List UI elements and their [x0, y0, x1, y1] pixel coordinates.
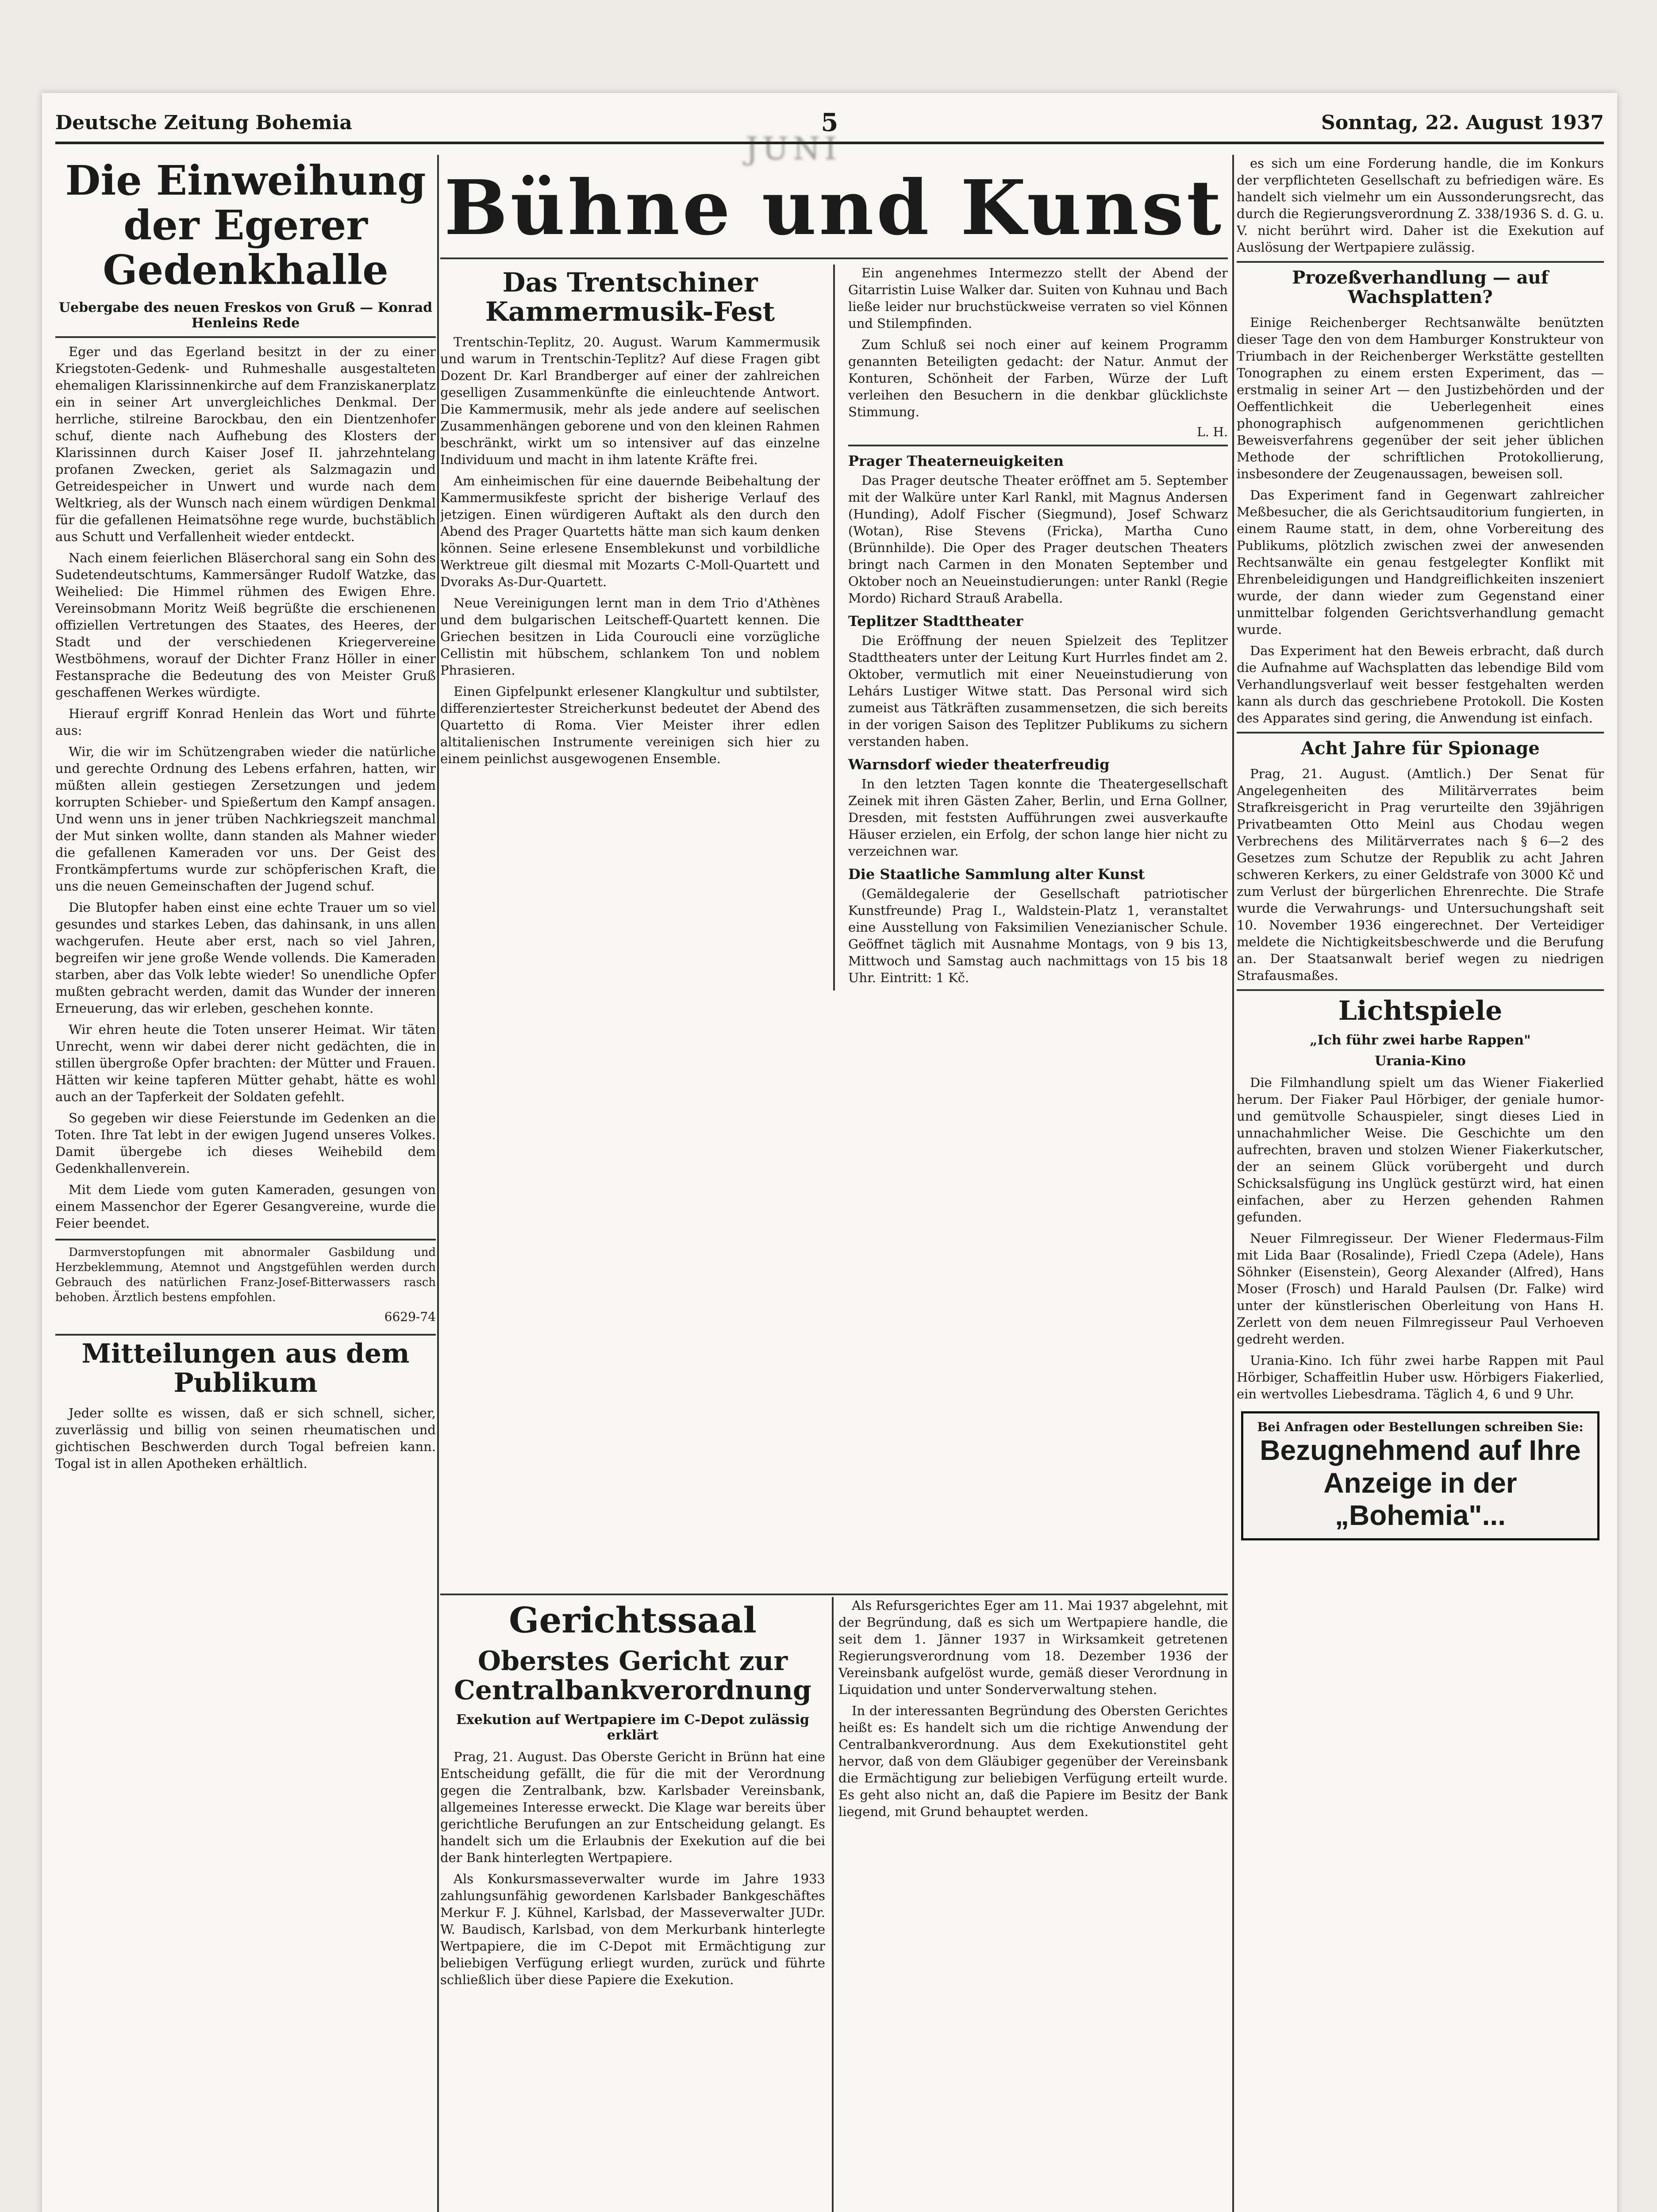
- column-right: [1237, 155, 1604, 2212]
- divider: [440, 1594, 1228, 1595]
- issue-date: Sonntag, 22. August 1937: [1321, 111, 1604, 134]
- section-heading: Prager Theaterneuigkeiten: [848, 453, 1064, 469]
- article-paragraph: Trentschin-Teplitz, 20. August. Warum Kammermusik und warum in Trentschin-Teplitz? Auf diese Fragen gibt Dozent Dr. Karl Brandberger auf einer der zahlreichen geselligen Zusammenkünfte die einleuchtende Antwort. Die Kammermusik, mehr als jede andere auf seelischen Zusammenhängen geborene und von den kleinen Rahmen beschränkt, wirkt um so intensiver auf das einzelne Individuum und macht in ihm latente Kräfte frei.: [440, 334, 820, 467]
- advertisement-notice: [55, 1239, 436, 1336]
- article-paragraph: Hierauf ergriff Konrad Henlein das Wort und führte aus:: [55, 706, 436, 738]
- section-banner: Gerichtssaal: [509, 1599, 757, 1641]
- article-paragraph: Eger und das Egerland besitzt in der zu einer Kriegstoten-Gedenk- und Ruhmeshalle ausgestalteten ehemaligen Klarissinnenkirche auf dem Franziskanerplatz ein in seiner Art unvergleichliches Denkmal. Der herrliche, stilreine Barockbau, den ein Dientzenhofer schuf, diente nach Aufhebung des Klosters der Klarissinnen durch Kaiser Josef II. jahrzehntelang profanen Zwecken, geriet als Salzmagazin und Getreidespeicher in Unwert und wurde nach dem Weltkrieg, als der Wunsch nach einem würdigen Denkmal für die gefallenen Heimatsöhne rege wurde, buchstäblich aus Schutt und Verfallenheit wieder entdeckt.: [55, 344, 436, 544]
- masthead: Deutsche Zeitung Bohemia: [55, 111, 352, 134]
- ad-slogan: Bezugnehmend auf Ihre Anzeige in der „Bohemia"...: [1260, 1434, 1581, 1532]
- article-paragraph: So gegeben wir diese Feierstunde im Gedenken an die Toten. Ihre Tat lebt in der ewigen Jugend unseres Volkes. Damit übergebe ich dieses Weihebild dem Gedenkhallenverein.: [55, 1110, 436, 1176]
- article-paragraph: Als Konkursmasseverwalter wurde im Jahre 1933 zahlungsunfähig gewordenen Karlsbader Bankgeschäftes Merkur F. J. Kühnel, Karlsbad, der Masseverwalter JUDr. W. Baudisch, Karlsbad, von dem Merkurbank hinterlegte Wertpapiere, die im C-Depot mit Ermächtigung zur beliebigen Verfügung erliegt wurden, zurück und führte schließlich über diese Papiere die Exekution.: [440, 1871, 825, 1987]
- notice-text: Darmverstopfungen mit abnormaler Gasbildung und Herzbeklemmung, Atemnot und Angstgefühlen werden durch Gebrauch des natürlichen Franz-Josef-Bitterwassers rasch behoben. Ärztlich bestens empfohlen.: [55, 1245, 436, 1304]
- article-paragraph: Wir, die wir im Schützengraben wieder die natürliche und gerechte Ordnung des Lebens erfahren, hatten, wir müßten allein gestiegen Zersetzungen und jedem korrupten Schieber- und Spießertum den Kampf ansagen. Und wenn uns in jener trüben Nachkriegszeit manchmal der Mut sinken wollte, dann standen als Mahner wieder die gefallenen Kameraden vor uns. Der Geist des Frontkämpfertums wurde zur schöpferischen Kraft, die uns die neuen Gemeinschaften der Jugend schuf.: [55, 744, 436, 894]
- section-title: Mitteilungen aus dem Publikum: [81, 1338, 410, 1398]
- ad-caption: Bei Anfragen oder Bestellungen schreiben Sie:: [1257, 1420, 1584, 1434]
- article-paragraph: Jeder sollte es wissen, daß er sich schnell, sicher, zuverlässig und billig von seinen rheumatischen und gichtischen Beschwerden durch Togal befreien kann. Togal ist in allen Apotheken erhältlich.: [55, 1405, 436, 1471]
- article-title: Das Trentschiner Kammermusik-Fest: [485, 267, 775, 327]
- article-title: Acht Jahre für Spionage: [1301, 738, 1540, 759]
- article-paragraph: Das Prager deutsche Theater eröffnet am 5. September mit der Walküre unter Karl Rankl, mit Magnus Andersen (Hunding), Adolf Fischer (Siegmund), Josef Schwarz (Wotan), Rise Stevens (Fricka), Martha Cuno (Brünnhilde). Die Oper des Prager deutschen Theaters bringt nach Carmen in den Monaten September und Oktober noch an Neueinstudierungen: unter Rankl (Regie Mordo) Richard Strauß Arabella.: [848, 473, 1228, 606]
- column-rule: [833, 265, 835, 991]
- article-paragraph: In den letzten Tagen konnte die Theatergesellschaft Zeinek mit ihren Gästen Zaher, Berlin, und Erna Gollner, Dresden, mit feststen Aufführungen zwei ausverkaufte Häuser erzielen, ein Erfolg, der schon lange hier nicht zu verzeichnen war.: [848, 776, 1228, 859]
- article-paragraph: Prag, 21. August. Das Oberste Gericht in Brünn hat eine Entscheidung gefällt, die für die mit der Verordnung gegen die Zentralbank, bzw. Karlsbader Vereinsbank, allgemeines Interesse erweckt. Die Klage war bereits über gerichtliche Berufungen an zur Entscheidung gelangt. Es handelt sich um die Erlaubnis der Exekution auf die bei der Bank hinterlegten Wertpapiere.: [440, 1749, 825, 1865]
- section-gerichtssaal-continued: [838, 1597, 1228, 2212]
- divider: [1237, 989, 1604, 991]
- article-paragraph: Wir ehren heute die Toten unserer Heimat. Wir täten Unrecht, wenn wir dabei derer nicht gedächten, die in stillen übergroße Opfer brachten: der Mütter und Frauen. Hätten wir keine tapferen Mütter gehabt, hätte es wohl auch an der Tapferkeit der Soldaten gefehlt.: [55, 1022, 436, 1104]
- article-paragraph: Neuer Filmregisseur. Der Wiener Fledermaus-Film mit Lida Baar (Rosalinde), Friedl Czepa (Adele), Hans Söhnker (Eisenstein), Georg Alexander (Alfred), Hans Moser (Frosch) und Harald Paulsen (Dr. Falke) wird unter der künstlerischen Oberleitung von Hans H. Zerlett von dem neuen Filmregisseur Paul Verhoeven gedreht werden.: [1237, 1231, 1604, 1347]
- page-header: [55, 106, 1604, 144]
- article-title: Die Einweihung der Egerer Gedenkhalle: [65, 157, 426, 294]
- archive-stamp: JUNI: [746, 131, 841, 167]
- right-subcolumn: [848, 265, 1228, 991]
- notice-code: 6629-74: [384, 1309, 436, 1324]
- newspaper-page: [42, 93, 1617, 2212]
- article-paragraph: Das Experiment hat den Beweis erbracht, daß durch die Aufnahme auf Wachsplatten das lebendige Bild vom Verhandlungsverlauf weit besser festgehalten werden kann als durch das geschriebene Protokoll. Die Kosten des Apparates sind gering, die Anwendung ist einfach.: [1237, 643, 1604, 726]
- article-paragraph: Zum Schluß sei noch einer auf keinem Programm genannten Beteiligten gedacht: der Natur. Anmut der Konturen, Schönheit der Farben, Würze der Luft verleihen den Besuchern in die denkbar glücklichste Stimmung.: [848, 337, 1228, 419]
- section-banner: Bühne und Kunst: [444, 164, 1224, 252]
- signature: L. H.: [1197, 425, 1228, 439]
- article-paragraph: Neue Vereinigungen lernt man in dem Trio d'Athènes und dem bulgarischen Leitscheff-Quartett kennen. Die Griechen besitzen in Lida Couroucli eine vorzügliche Cellistin mit hübschem, schlankem Ton und noblem Phrasieren.: [440, 595, 820, 678]
- article-paragraph: Die Blutopfer haben einst eine echte Trauer um so viel gesundes und starkes Leben, das dahinsank, in uns allen wachgerufen. Heute aber erst, nach so viel Jahren, begreifen wir jene große Wende vollends. Die Kameraden starben, aber das Volk lebte wieder! So unendliche Opfer mußten gebracht werden, damit das Wunder der inneren Erneuerung, das wir erleben, geschehen konnte.: [55, 899, 436, 1016]
- divider: [55, 336, 436, 338]
- article-paragraph: Urania-Kino. Ich führ zwei harbe Rappen mit Paul Hörbiger, Schaffeitlin Huber usw. Hörbigers Fiakerlied, ein wertvolles Liebesdrama. Täglich 4, 6 und 9 Uhr.: [1237, 1353, 1604, 1402]
- divider: [440, 257, 1228, 259]
- article-paragraph: Einige Reichenberger Rechtsanwälte benützten dieser Tage den von dem Hamburger Konstrukteur von Triumbach in der Reichenberger Werkstätte gestellten Tonographen zu einem ersten Experiment, das — erstmalig in seiner Art — den Justizbehörden und der Oeffentlichkeit die Ueberlegenheit eines phonographisch aufgenommenen gerichtlichen Beweisverfahrens gegenüber der seit jeher üblichen Methode der schriftlichen Protokollierung, insbesondere der Zeugenaussagen, beweisen soll.: [1237, 315, 1604, 481]
- article-paragraph: (Gemäldegalerie der Gesellschaft patriotischer Kunstfreunde) Prag I., Waldstein-Platz 1, veranstaltet eine Ausstellung von Faksimilien Venezianischer Schule. Geöffnet täglich mit Ausnahme Montags, von 9 bis 13, Mittwoch und Samstag auch nachmittags von 15 bis 18 Uhr. Eintritt: 1 Kč.: [848, 886, 1228, 985]
- article-paragraph: Einen Gipfelpunkt erlesener Klangkultur und subtilster, differenziertester Streicherkunst bedeutet der Abend des Quartetto di Roma. Vier Meister ihrer edlen altitalienischen Instrumente vereinigen sich hier zu einem peinlichst ausgewogenen Ensemble.: [440, 684, 820, 766]
- column-rule: [437, 155, 439, 2212]
- column-rule: [832, 1597, 834, 2212]
- article-paragraph: Ein angenehmes Intermezzo stellt der Abend der Gitarristin Luise Walker dar. Suiten von Kuhnau und Bach ließe leider nur bruchstückweise verraten so viel Können und Stilempfinden.: [848, 265, 1228, 331]
- page-number: 5: [821, 108, 838, 137]
- film-title: „Ich führ zwei harbe Rappen": [1310, 1033, 1531, 1048]
- column-rule: [1232, 155, 1234, 2212]
- article-paragraph: es sich um eine Forderung handle, die im Konkurs der verpflichteten Gesellschaft zu befriedigen wäre. Es handelt sich vielmehr um ein Aussonderungsrecht, das durch die Regierungsverordnung Z. 338/1936 S. d. G. u. V. nicht berührt wird. Daher ist die Exekution auf Auslösung der Wertpapiere zulässig.: [1237, 156, 1604, 255]
- article-paragraph: Mit dem Liede vom guten Kameraden, gesungen von einem Massenchor der Egerer Gesangvereine, wurde die Feier beendet.: [55, 1182, 436, 1231]
- divider: [848, 445, 1228, 446]
- article-subtitle: Uebergabe des neuen Freskos von Gruß — Konrad Henleins Rede: [58, 300, 433, 331]
- section-heading: Warnsdorf wieder theaterfreudig: [848, 756, 1110, 773]
- divider: [1237, 261, 1604, 263]
- left-subcolumn: [440, 265, 820, 991]
- divider: [1237, 732, 1604, 733]
- section-heading: Die Staatliche Sammlung alter Kunst: [848, 866, 1145, 883]
- column-egerer-gedenkhalle: [55, 155, 436, 2212]
- article-paragraph: Prag, 21. August. (Amtlich.) Der Senat für Angelegenheiten des Militärverrates beim Strafkreisgericht in Prag verurteilte den 39jährigen Privatbeamten Otto Meinl aus Chodau wegen Verbrechens des Militärverrates nach § 6—2 des Gesetzes zum Schutze der Republik zu acht Jahren schweren Kerkers, zu einer Geldstrafe von 3000 Kč und zum Verlust der bürgerlichen Ehrenrechte. Die Strafe wurde die Verwahrungs- und Untersuchungshaft seit 10. November 1936 eingerechnet. Der Verteidiger meldete die Nichtigkeitsbeschwerde und die Berufung an. Der Staatsanwalt berief wegen zu niedrigen Strafausmaßes.: [1237, 766, 1604, 983]
- section-title: Lichtspiele: [1338, 995, 1503, 1026]
- article-paragraph: Als Refursgerichtes Eger am 11. Mai 1937 abgelehnt, mit der Begründung, daß es sich um Wertpapiere handle, die seit dem 1. Jänner 1937 in Wirksamkeit getretenen Regierungsverordnung vom 18. Dezember 1936 der Vereinsbank aufgelöst wurde, gemäß dieser Verordnung in Liquidation und unter Sonderverwaltung stehen.: [838, 1598, 1228, 1697]
- section-buehne-und-kunst: [440, 155, 1228, 1588]
- article-subtitle: Exekution auf Wertpapiere im C-Depot zulässig erklärt: [456, 1712, 809, 1743]
- reference-advertisement: [1241, 1411, 1599, 1540]
- article-paragraph: Das Experiment fand in Gegenwart zahlreicher Meßbesucher, die als Gerichtsauditorium fungierten, in einem Raume statt, in dem, ohne Vorbereitung des Publikums, plötzlich zwischen zwei der anwesenden Rechtsanwälte ein genau festgelegter Konflikt mit Ehrenbeleidigungen und Handgreiflichkeiten inszeniert wurde, der dann wieder zum Gegenstand einer unmittelbar folgenden Gerichtsverhandlung gemacht wurde.: [1237, 488, 1604, 637]
- article-paragraph: Nach einem feierlichen Bläserchoral sang ein Sohn des Sudetendeutschtums, Kammersänger Rudolf Watzke, das Weihelied: Die Himmel rühmen des Ewigen Ehre. Vereinsobmann Moritz Weiß begrüßte die erschienenen offiziellen Vertretungen des Staates, des Heeres, der Stadt und der verschiedenen Kriegervereine Westböhmens, worauf der Dichter Franz Höller in einer Festansprache die Bedeutung des von Meister Gruß geschaffenen Werkes würdigte.: [55, 550, 436, 700]
- article-paragraph: Am einheimischen für eine dauernde Beibehaltung der Kammermusikfeste spricht der bisherige Verlauf des jetzigen. Einen würdigeren Auftakt als den durch den Abend des Prager Quartetts hätte man sich kaum denken können. Seine erlesene Ensemblekunst und vorbildliche Werktreue gilt diesmal mit Mozarts C-Moll-Quartett und Dvoraks As-Dur-Quartett.: [440, 473, 820, 589]
- section-gerichtssaal: [440, 1597, 825, 2212]
- article-title: Prozeßverhandlung — auf Wachsplatten?: [1292, 267, 1549, 307]
- article-paragraph: In der interessanten Begründung des Obersten Gerichtes heißt es: Es handelt sich um die richtige Anwendung der Centralbankverordnung. Aus dem Exekutionstitel geht hervor, daß von dem Gläubiger gegenüber der Vereinsbank die Ermächtigung zur beliebigen Verfügung erteilt wurde. Es geht also nicht an, daß die Papiere im Besitz der Bank liegend, mit Grund behauptet werden.: [838, 1703, 1228, 1819]
- section-heading: Teplitzer Stadttheater: [848, 613, 1023, 630]
- article-paragraph: Die Eröffnung der neuen Spielzeit des Teplitzer Stadttheaters unter der Leitung Kurt Hurrles findet am 2. Oktober, vermutlich mit einer Neueinstudierung von Lehárs Lustiger Witwe statt. Das Personal wird sich zumeist aus Tätkräften zusammensetzen, die sich bereits in der vorigen Saison des Teplitzer Publikums zu sichern verstanden haben.: [848, 633, 1228, 749]
- article-paragraph: Die Filmhandlung spielt um das Wiener Fiakerlied herum. Der Fiaker Paul Hörbiger, der geniale humor- und gemütvolle Schauspieler, singt dieses Lied in unnachahmlicher Weise. Die Geschichte um den aufrechten, braven und stolzen Wiener Fiakerkutscher, der an seinem Glück vorübergeht und durch Schicksalsfügung ins Unglück gestürzt wird, hat einen einfachen, aber zu Herzen gehenden Rahmen gefunden.: [1237, 1075, 1604, 1225]
- cinema-name: Urania-Kino: [1375, 1053, 1466, 1069]
- article-title: Oberstes Gericht zur Centralbankverordnung: [454, 1646, 811, 1706]
